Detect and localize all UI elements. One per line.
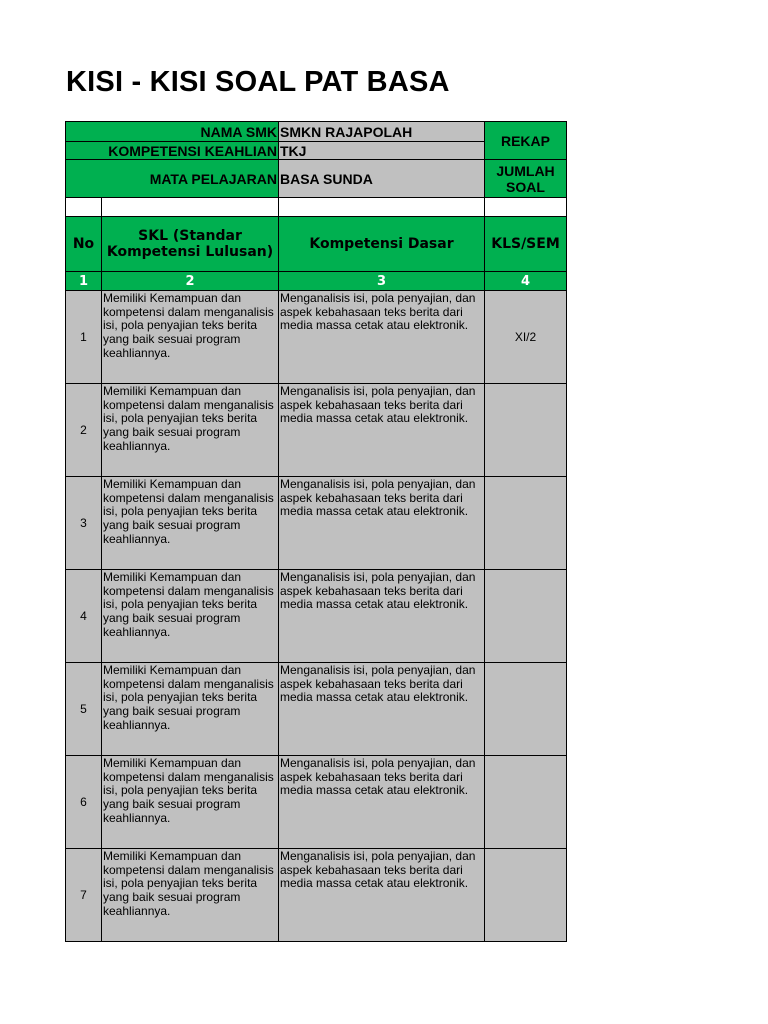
col-header-no: No	[66, 217, 102, 272]
kd-cell[interactable]: Menganalisis isi, pola penyajian, dan aspek kebahasaan teks berita dari media massa cetak atau elektronik.	[279, 756, 485, 849]
col-header-skl: SKL (Standar Kompetensi Lulusan)	[102, 217, 279, 272]
jumlah-soal-label: JUMLAH SOAL	[485, 160, 567, 198]
kls-sem-cell[interactable]	[485, 570, 567, 663]
skl-cell[interactable]: Memiliki Kemampuan dan kompetensi dalam menganalisis isi, pola penyajian teks berita yang baik sesuai program keahliannya.	[102, 291, 279, 384]
program-value[interactable]: TKJ	[279, 142, 485, 160]
table-row	[66, 663, 567, 756]
row-number-cell[interactable]: 7	[66, 849, 102, 942]
column-number-row	[66, 272, 567, 291]
row-number-cell[interactable]: 1	[66, 291, 102, 384]
kls-sem-cell[interactable]	[485, 663, 567, 756]
table-row	[66, 477, 567, 570]
kd-cell[interactable]: Menganalisis isi, pola penyajian, dan aspek kebahasaan teks berita dari media massa cetak atau elektronik.	[279, 570, 485, 663]
table-row	[66, 291, 567, 384]
rekap-label: REKAP	[485, 122, 567, 160]
kd-cell[interactable]: Menganalisis isi, pola penyajian, dan aspek kebahasaan teks berita dari media massa cetak atau elektronik.	[279, 291, 485, 384]
skl-cell[interactable]: Memiliki Kemampuan dan kompetensi dalam menganalisis isi, pola penyajian teks berita yang baik sesuai program keahliannya.	[102, 384, 279, 477]
subject-row	[66, 160, 567, 198]
row-number-cell[interactable]: 5	[66, 663, 102, 756]
table-row	[66, 384, 567, 477]
kd-cell[interactable]: Menganalisis isi, pola penyajian, dan aspek kebahasaan teks berita dari media massa cetak atau elektronik.	[279, 663, 485, 756]
subject-label: MATA PELAJARAN	[66, 160, 279, 198]
blank-cell[interactable]	[102, 198, 279, 217]
kd-cell[interactable]: Menganalisis isi, pola penyajian, dan aspek kebahasaan teks berita dari media massa cetak atau elektronik.	[279, 849, 485, 942]
table-row	[66, 849, 567, 942]
blank-cell[interactable]	[485, 198, 567, 217]
row-number-cell[interactable]: 3	[66, 477, 102, 570]
kisi-kisi-table	[65, 121, 567, 942]
kls-sem-cell[interactable]	[485, 849, 567, 942]
blank-row	[66, 198, 567, 217]
skl-cell[interactable]: Memiliki Kemampuan dan kompetensi dalam menganalisis isi, pola penyajian teks berita yang baik sesuai program keahliannya.	[102, 756, 279, 849]
school-label: NAMA SMK	[66, 122, 279, 142]
row-number-cell[interactable]: 6	[66, 756, 102, 849]
skl-cell[interactable]: Memiliki Kemampuan dan kompetensi dalam menganalisis isi, pola penyajian teks berita yang baik sesuai program keahliannya.	[102, 849, 279, 942]
blank-cell[interactable]	[279, 198, 485, 217]
skl-cell[interactable]: Memiliki Kemampuan dan kompetensi dalam menganalisis isi, pola penyajian teks berita yang baik sesuai program keahliannya.	[102, 477, 279, 570]
kls-sem-cell[interactable]: XI/2	[485, 291, 567, 384]
row-number-cell[interactable]: 2	[66, 384, 102, 477]
col-number: 3	[279, 272, 485, 291]
row-number-cell[interactable]: 4	[66, 570, 102, 663]
col-header-kls: KLS/SEM	[485, 217, 567, 272]
kd-cell[interactable]: Menganalisis isi, pola penyajian, dan aspek kebahasaan teks berita dari media massa cetak atau elektronik.	[279, 384, 485, 477]
col-number: 2	[102, 272, 279, 291]
kls-sem-cell[interactable]	[485, 477, 567, 570]
table-row	[66, 570, 567, 663]
blank-cell[interactable]	[66, 198, 102, 217]
kd-cell[interactable]: Menganalisis isi, pola penyajian, dan aspek kebahasaan teks berita dari media massa cetak atau elektronik.	[279, 477, 485, 570]
kls-sem-cell[interactable]	[485, 384, 567, 477]
school-value[interactable]: SMKN RAJAPOLAH	[279, 122, 485, 142]
skl-cell[interactable]: Memiliki Kemampuan dan kompetensi dalam menganalisis isi, pola penyajian teks berita yang baik sesuai program keahliannya.	[102, 663, 279, 756]
col-number: 1	[66, 272, 102, 291]
col-header-kd: Kompetensi Dasar	[279, 217, 485, 272]
program-label: KOMPETENSI KEAHLIAN	[66, 142, 279, 160]
skl-cell[interactable]: Memiliki Kemampuan dan kompetensi dalam menganalisis isi, pola penyajian teks berita yang baik sesuai program keahliannya.	[102, 570, 279, 663]
school-row	[66, 122, 567, 142]
kls-sem-cell[interactable]	[485, 756, 567, 849]
column-header-row	[66, 217, 567, 272]
page-title: KISI - KISI SOAL PAT BASA	[66, 66, 450, 98]
table-row	[66, 756, 567, 849]
subject-value[interactable]: BASA SUNDA	[279, 160, 485, 198]
col-number: 4	[485, 272, 567, 291]
